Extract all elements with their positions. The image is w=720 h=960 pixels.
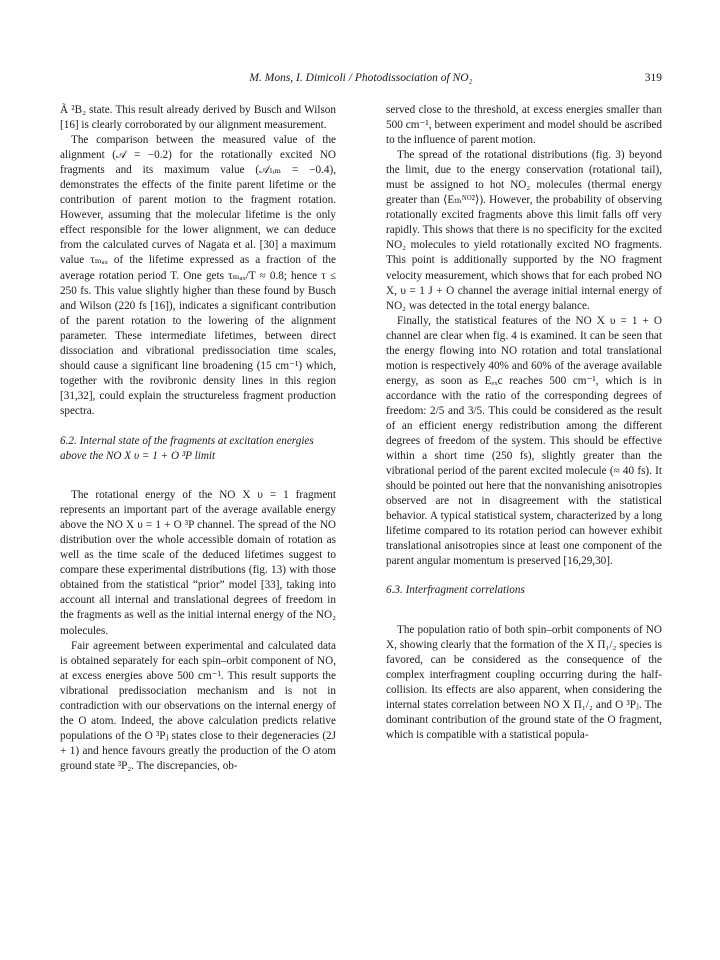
page-header xyxy=(60,72,662,88)
paragraph: The comparison between the measured value of the alignment (𝒜 = −0.2) for the rotationally excited NO fragments and its maximum value (𝒜ₗᵢₘ = −0.4), demonstrates the effects of the finite parent lifetime or the contribution of parent motion to the fragment rotation. However, assuming that the molecular lifetime is the only effect responsible for the lower alignment, we can deduce from the calculated curves of Nagata et al. [30] a maximum value τₘₐₓ of the lifetime expressed as a fraction of the average rotation period T. One gets τₘₐₓ/T ≈ 0.8; hence τ ≤ 250 fs. This value slightly higher than these found by Busch and Wilson (220 fs [16]), indicates a significant contribution of the parent rotation to the lowering of the alignment parameter. These intermediate lifetimes, between direct dissociation and vibrational predissociation time scales, should cause a significant line broadening (15 cm⁻¹) which, together with the rovibronic density lines in this region [31,32], could explain the structureless fragment production spectra. xyxy=(60,134,336,417)
paragraph: served close to the threshold, at excess energies smaller than 500 cm⁻¹, between experiment and model should be ascribed to the influence of parent motion. xyxy=(386,104,662,147)
page-number: 319 xyxy=(644,72,662,84)
section-heading-6-2: 6.2. Internal state of the fragments at excitation energies above the NO X υ = 1 + O ³P limit xyxy=(60,434,314,463)
paragraph: The rotational energy of the NO X υ = 1 fragment represents an important part of the average available energy above the NO X υ = 1 + O ³P channel. The spread of the NO distribution over the whole accessible domain of rotation as well as the time scale of the deduced lifetimes suggest to compare these experimental distributions (fig. 13) with those obtained from the statistical “prior” model [33], taking into account all internal and translational degrees of freedom in the fragments as well as the initial internal energy of the NO₂ molecules. xyxy=(60,489,336,637)
paragraph: The spread of the rotational distributions (fig. 3) beyond the limit, due to the energy conservation (rotational tail), must be assigned to hot NO₂ molecules (thermal energy greater than ⟨Eₜₕᴺᴼ²⟩). However, the probability of observing rotationally excited fragments above this limit falls off very rapidly. This shows that there is no specificity for the excited NO₂ molecules to yield rotationally excited NO fragments. This point is additionally supported by the NO fragment velocity measurement, which shows that for each probed NO X, υ = 1 J + O channel the average initial internal energy of NO₂ was detected in the total energy balance. xyxy=(386,149,662,312)
paragraph: Finally, the statistical features of the NO X υ = 1 + O channel are clear when fig. 4 is examined. It can be seen that the energy flowing into NO rotation and total translational motion is respectively 40% and 60% of the average available energy, as soon as Eₑₓc reaches 500 cm⁻¹, which is in accordance with the ratio of the corresponding degrees of freedom: 2/5 and 3/5. This could be considered as the result of an efficient energy redistribution among the different degrees of freedom of the system. This should be effective within a short time (250 fs), slightly greater than the vibrational period of the parent excited molecule (≈ 40 fs). It should be pointed out here that the nonvanishing anisotropies observed are not in disagreement with the statistical behavior. A typical statistical system, characterized by a long lifetime compared to its rotation period can however exhibit translational anisotropies since at least one component of the parent angular momentum is preserved [16,29,30]. xyxy=(386,314,662,568)
running-head: M. Mons, I. Dimicoli / Photodissociation of NO₂ xyxy=(249,72,473,84)
section-heading-6-3: 6.3. Interfragment correlations xyxy=(386,584,525,597)
paragraph: Ã ²B₂ state. This result already derived by Busch and Wilson [16] is clearly corroborated by our alignment measurement. xyxy=(60,104,336,132)
paragraph: Fair agreement between experimental and calculated data is obtained separately for each spin–orbit component of NO, at excess energies above 500 cm⁻¹. This result supports the vibrational predissociation mechanism and is not in contradiction with our observations on the internal energy of the O atom. Indeed, the above calculation predicts relative populations of the O ³Pⱼ states close to their degeneracies (2J + 1) and hence favours greatly the production of the O atom ground state ³P₂. The discrepancies, ob- xyxy=(60,639,336,772)
right-column xyxy=(386,103,662,743)
paragraph: The population ratio of both spin–orbit components of NO X, showing clearly that the formation of the X Π₁/₂ species is favored, can be considered as the consequence of the complex interfragment coupling occurring during the half-collision. Its effects are also apparent, when considering the internal states correlation between NO X Π₁/₂ and O ³Pⱼ. The dominant contribution of the ground state of the O fragment, which is compatible with a statistical popula- xyxy=(386,623,662,741)
left-column xyxy=(60,103,336,774)
